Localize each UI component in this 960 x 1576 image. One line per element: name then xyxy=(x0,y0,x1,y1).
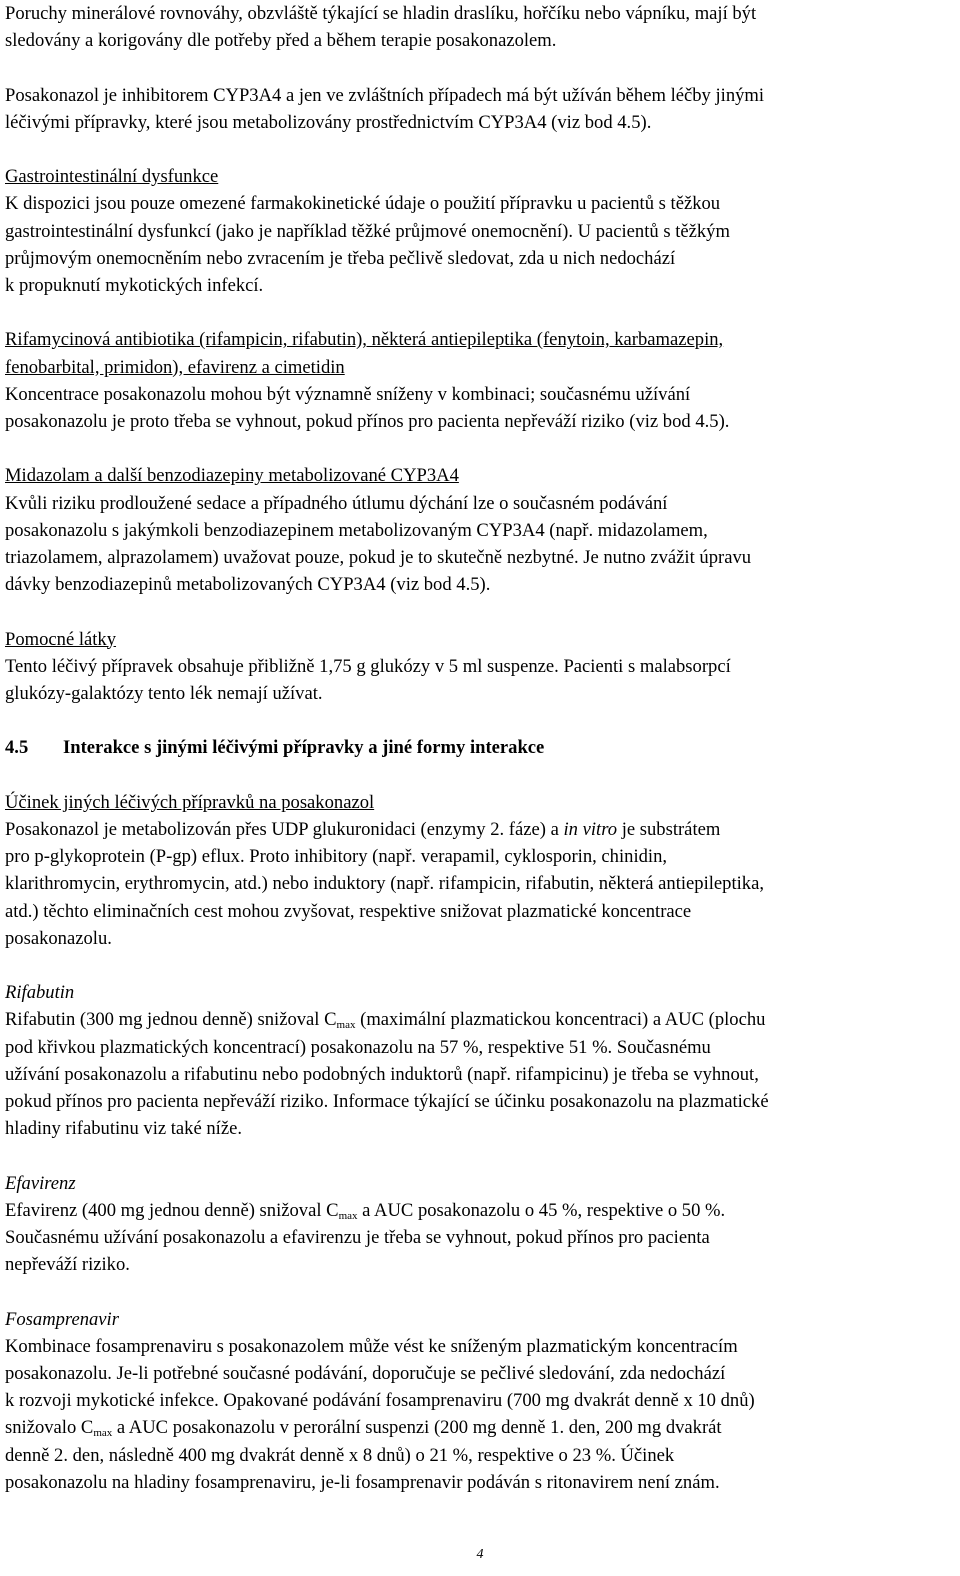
gastro-line-1: K dispozici jsou pouze omezené farmakokinetické údaje o použití přípravku u pacientů s těžkou xyxy=(5,193,721,215)
rifabutin-line-2: pod křivkou plazmatických koncentrací) posakonazolu na 57 %, respektive 51 %. Současnému xyxy=(5,1036,711,1058)
efavirenz-line-1: Efavirenz (400 mg jednou denně) snižoval $C_{max}$ a AUC posakonazolu o 45 %, respektive o 50 %. xyxy=(5,1199,726,1222)
fosamprenavir-line-3: k rozvoji mykotické infekce. Opakované podávání fosamprenaviru (700 mg dvakrát denně x 10 dnů) xyxy=(5,1390,755,1412)
midazolam-line-2: posakonazolu s jakýmkoli benzodiazepinem metabolizovaným CYP3A4 (např. midazolamem, xyxy=(5,519,708,541)
cmax-subscript: max xyxy=(336,1019,356,1032)
fosamprenavir-line-4: snižovalo $C_{max}$ a AUC posakonazolu v perorální suspenzi (200 mg denně 1. den, 200 mg dvakrát xyxy=(5,1417,722,1440)
efavirenz-line-3: nepřeváží riziko. xyxy=(5,1254,130,1276)
section-heading xyxy=(5,734,955,761)
effect-line-3: klarithromycin, erythromycin, atd.) nebo induktory (např. rifampicin, rifabutin, některá antiepileptika, xyxy=(5,873,765,895)
rifabutin-line-3: užívání posakonazolu a rifabutinu nebo podobných induktorů (např. rifampicinu) je třeba se vyhnout, xyxy=(5,1063,759,1085)
effect-line-1: Posakonazol je metabolizován přes UDP glukuronidaci (enzymy 2. fáze) a in vitro je substrátem xyxy=(5,818,721,840)
cyp-line-1: Posakonazol je inhibitorem CYP3A4 a jen ve zvláštních případech má být užíván během léčby jinými xyxy=(5,84,765,106)
cmax-subscript: max xyxy=(93,1427,113,1440)
effect-heading: Účinek jiných léčivých přípravků na posakonazol xyxy=(5,791,375,813)
midazolam-line-4: dávky benzodiazepinů metabolizovaných CYP3A4 (viz bod 4.5). xyxy=(5,574,491,596)
effect-line-4: atd.) těchto eliminačních cest mohou zvyšovat, respektive snižovat plazmatické koncentrace xyxy=(5,900,692,922)
gastro-line-3: průjmovým onemocněním nebo zvracením je třeba pečlivě sledovat, zda u nich nedochází xyxy=(5,247,676,269)
excipients-line-1: Tento léčivý přípravek obsahuje přibližně 1,75 g glukózy v 5 ml suspenze. Pacienti s malabsorpcí xyxy=(5,655,731,677)
excipients-line-2: glukózy-galaktózy tento lék nemají užívat. xyxy=(5,683,323,704)
section-number: 4.5 xyxy=(5,737,29,759)
rifabutin-heading: Rifabutin xyxy=(5,982,75,1004)
rifamycin-heading-2: fenobarbital, primidon), efavirenz a cimetidin xyxy=(5,356,345,378)
cmax-subscript: max xyxy=(338,1209,358,1222)
efavirenz-line-2: Současnému užívání posakonazolu a efavirenzu je třeba se vyhnout, pokud přínos pro pacienta xyxy=(5,1227,710,1248)
gastro-line-2: gastrointestinální dysfunkcí (jako je například těžké průjmové onemocnění). U pacientů s těžkým xyxy=(5,220,730,242)
cyp-line-2: léčivými přípravky, které jsou metabolizovány prostřednictvím CYP3A4 (viz bod 4.5). xyxy=(5,111,652,133)
midazolam-line-1: Kvůli riziku prodloužené sedace a případného útlumu dýchání lze o současném podávání xyxy=(5,492,668,514)
document-page xyxy=(5,0,955,1496)
effect-line-5: posakonazolu. xyxy=(5,927,112,949)
in-vitro-text: in vitro xyxy=(563,818,618,840)
section-title: Interakce s jinými léčivými přípravky a jiné formy interakce xyxy=(63,737,545,759)
fosamprenavir-line-1: Kombinace fosamprenaviru s posakonazolem může vést ke sníženým plazmatickým koncentracím xyxy=(5,1335,738,1357)
gastro-heading: Gastrointestinální dysfunkce xyxy=(5,166,219,188)
rifamycin-line-1: Koncentrace posakonazolu mohou být významně sníženy v kombinaci; současnému užívání xyxy=(5,383,691,405)
fosamprenavir-line-6: posakonazolu na hladiny fosamprenaviru, je-li fosamprenavir podáván s ritonavirem není znám. xyxy=(5,1471,720,1493)
gastro-line-4: k propuknutí mykotických infekcí. xyxy=(5,275,264,296)
rifamycin-heading-1: Rifamycinová antibiotika (rifampicin, rifabutin), některá antiepileptika (fenytoin, karbamazepin, xyxy=(5,329,724,351)
page-number: 4 xyxy=(476,1547,484,1562)
effect-line-2: pro p-glykoprotein (P-gp) eflux. Proto inhibitory (např. verapamil, cyklosporin, chinidin, xyxy=(5,846,668,868)
fosamprenavir-heading: Fosamprenavir xyxy=(5,1308,119,1330)
intro-line-1: Poruchy minerálové rovnováhy, obzvláště týkající se hladin draslíku, hořčíku nebo vápníku, mají být xyxy=(5,3,757,24)
efavirenz-heading: Efavirenz xyxy=(5,1172,76,1194)
fosamprenavir-line-5: denně 2. den, následně 400 mg dvakrát denně x 8 dnů) o 21 %, respektive o 23 %. Účinek xyxy=(5,1444,675,1466)
midazolam-heading: Midazolam a další benzodiazepiny metabolizované CYP3A4 xyxy=(5,465,459,487)
rifabutin-line-4: pokud přínos pro pacienta nepřeváží riziko. Informace týkající se účinku posakonazolu na plazmatické xyxy=(5,1091,769,1112)
intro-line-2: sledovány a korigovány dle potřeby před a během terapie posakonazolem. xyxy=(5,30,557,52)
rifabutin-line-1: Rifabutin (300 mg jednou denně) snižoval $C_{max}$ (maximální plazmatickou koncentraci) a AUC (plochu xyxy=(5,1009,766,1032)
midazolam-line-3: triazolamem, alprazolamem) uvažovat pouze, pokud je to skutečně nezbytné. Je nutno zvážit úpravu xyxy=(5,547,752,568)
excipients-heading: Pomocné látky xyxy=(5,628,117,650)
rifabutin-line-5: hladiny rifabutinu viz také níže. xyxy=(5,1118,242,1140)
rifamycin-line-2: posakonazolu je proto třeba se vyhnout, pokud přínos pro pacienta nepřeváží riziko (viz bod 4.5). xyxy=(5,411,730,432)
fosamprenavir-line-2: posakonazolu. Je-li potřebné současné podávání, doporučuje se pečlivé sledování, zda nedochází xyxy=(5,1363,726,1384)
